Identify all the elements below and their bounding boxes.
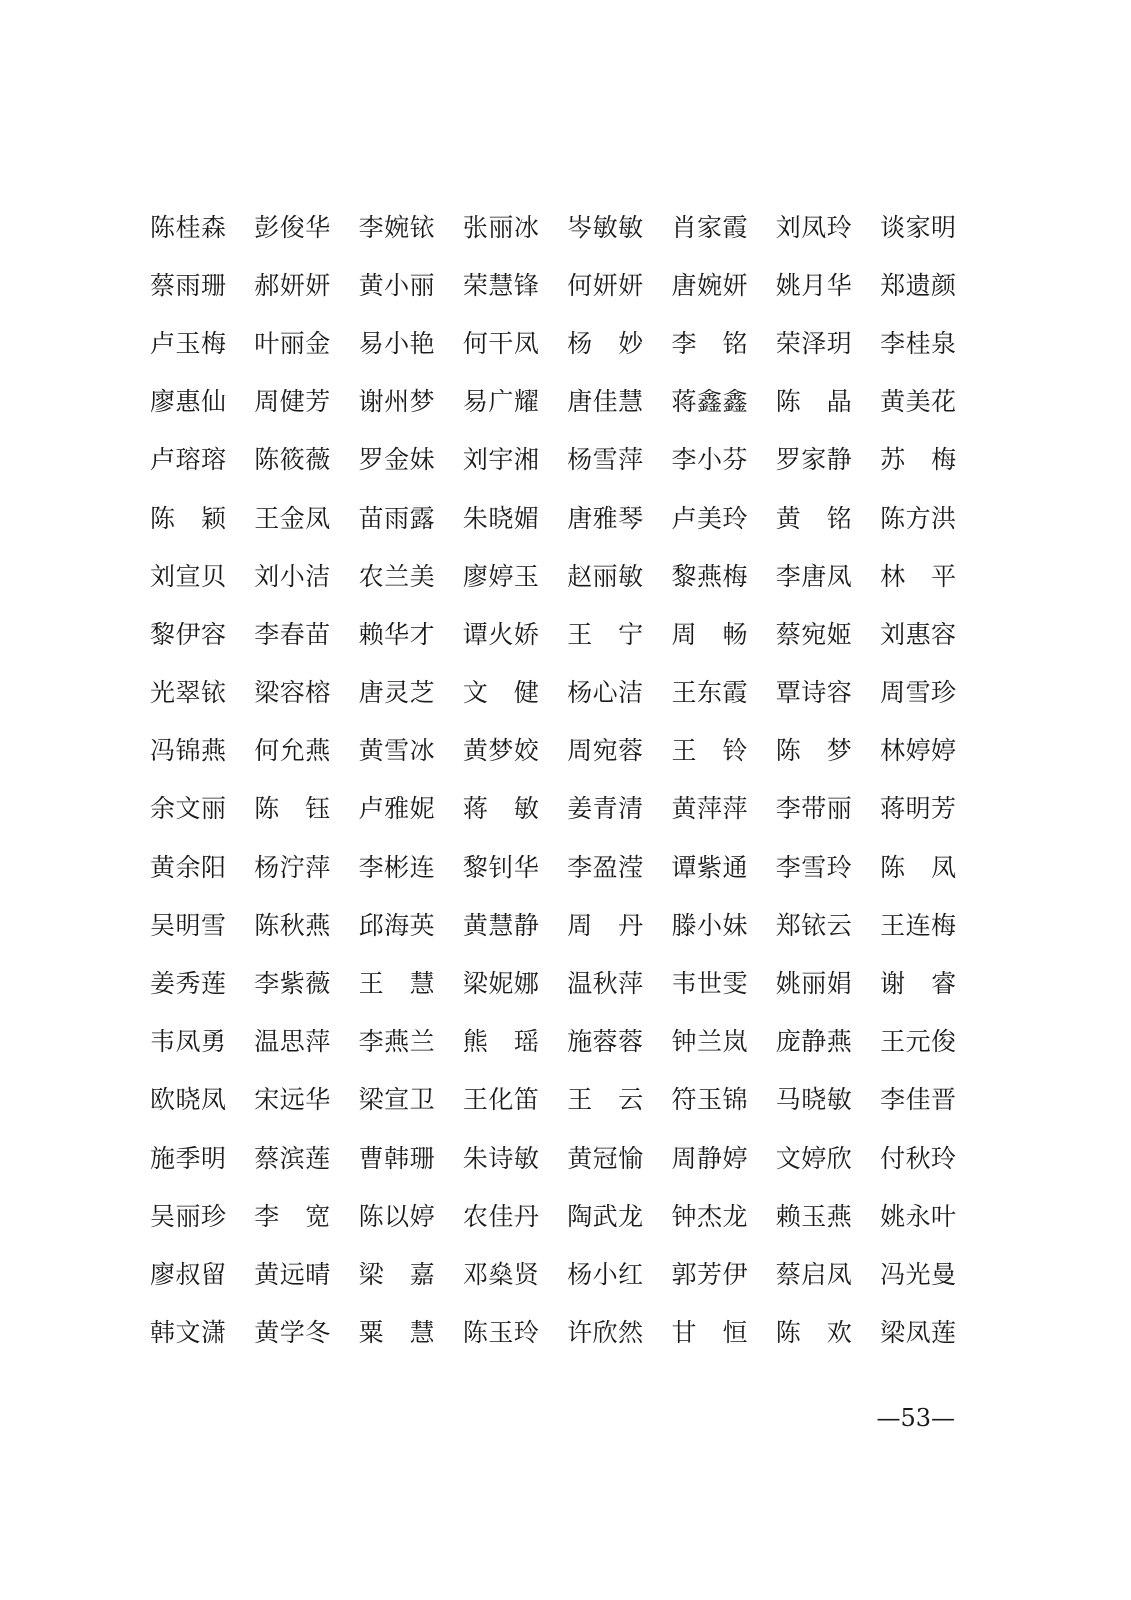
name-row <box>150 838 960 896</box>
name-entry: 唐 雅 琴 <box>567 503 644 533</box>
name-row <box>150 256 960 314</box>
name-entry: 韦 凤 勇 <box>150 1027 226 1057</box>
name-entry: 姜 秀 莲 <box>150 969 226 999</box>
name-entry: 梁 嘉 <box>358 1259 435 1289</box>
name-entry: 郭 芳 伊 <box>671 1259 748 1289</box>
name-entry: 王 铃 <box>671 736 748 766</box>
name-entry: 温 秋 萍 <box>567 969 644 999</box>
name-entry: 黎 伊 容 <box>150 619 226 649</box>
name-entry: 廖 叔 留 <box>150 1259 226 1289</box>
name-entry: 李 紫 薇 <box>254 969 331 999</box>
name-entry: 李 燕 兰 <box>358 1027 435 1057</box>
name-entry: 李 宽 <box>254 1201 331 1231</box>
name-entry: 宋 远 华 <box>254 1085 331 1115</box>
name-entry: 李 雪 玲 <box>775 852 852 882</box>
name-entry: 黄 梦 姣 <box>462 736 539 766</box>
name-entry: 王 化 笛 <box>462 1085 539 1115</box>
name-entry: 付 秋 玲 <box>880 1143 957 1173</box>
name-entry: 林 平 <box>880 561 957 591</box>
name-entry: 文 婷 欣 <box>775 1143 852 1173</box>
name-entry: 黄 余 阳 <box>150 852 226 882</box>
name-row <box>150 547 960 605</box>
name-entry: 蔡 启 凤 <box>775 1259 852 1289</box>
name-entry: 王 连 梅 <box>880 910 957 940</box>
name-entry: 黄 小 丽 <box>358 270 435 300</box>
name-entry: 廖 惠 仙 <box>150 387 226 417</box>
name-entry: 唐 佳 慧 <box>567 387 644 417</box>
name-entry: 黎 钊 华 <box>462 852 539 882</box>
name-row <box>150 896 960 954</box>
name-entry: 冯 锦 燕 <box>150 736 226 766</box>
name-entry: 谭 紫 通 <box>671 852 748 882</box>
name-entry: 王 元 俊 <box>880 1027 957 1057</box>
name-entry: 马 晓 敏 <box>775 1085 852 1115</box>
name-row <box>150 373 960 431</box>
name-entry: 黄 铭 <box>775 503 852 533</box>
name-row <box>150 1245 960 1303</box>
name-entry: 周 宛 蓉 <box>567 736 644 766</box>
name-row <box>150 314 960 372</box>
name-entry: 卢 雅 妮 <box>358 794 435 824</box>
name-entry: 李 婉 铱 <box>358 212 435 242</box>
name-entry: 苗 雨 露 <box>358 503 435 533</box>
name-entry: 唐 婉 妍 <box>671 270 748 300</box>
name-entry: 黄 萍 萍 <box>671 794 748 824</box>
name-entry: 杨 雪 萍 <box>567 445 644 475</box>
name-entry: 吴 丽 珍 <box>150 1201 226 1231</box>
name-row <box>150 198 960 256</box>
name-entry: 李 唐 凤 <box>775 561 852 591</box>
name-entry: 韦 世 雯 <box>671 969 748 999</box>
name-entry: 李 佳 晋 <box>880 1085 957 1115</box>
name-entry: 陈 凤 <box>880 852 957 882</box>
name-entry: 肖 家 霞 <box>671 212 748 242</box>
name-entry: 卢 瑢 瑢 <box>150 445 226 475</box>
name-entry: 荣 泽 玥 <box>775 328 852 358</box>
name-entry: 罗 家 静 <box>775 445 852 475</box>
name-entry: 许 欣 然 <box>567 1318 644 1348</box>
name-entry: 蔡 雨 珊 <box>150 270 226 300</box>
name-entry: 陈 桂 森 <box>150 212 226 242</box>
name-entry: 王 东 霞 <box>671 678 748 708</box>
name-row <box>150 722 960 780</box>
name-entry: 李 小 芬 <box>671 445 748 475</box>
name-entry: 谢 睿 <box>880 969 957 999</box>
name-entry: 谢 州 梦 <box>358 387 435 417</box>
name-entry: 冯 光 曼 <box>880 1259 957 1289</box>
name-entry: 钟 兰 岚 <box>671 1027 748 1057</box>
name-entry: 钟 杰 龙 <box>671 1201 748 1231</box>
name-entry: 黄 雪 冰 <box>358 736 435 766</box>
name-entry: 卢 美 玲 <box>671 503 748 533</box>
name-entry: 庞 静 燕 <box>775 1027 852 1057</box>
name-row <box>150 605 960 663</box>
name-row <box>150 664 960 722</box>
name-entry: 陈 筱 薇 <box>254 445 331 475</box>
name-entry: 陈 晶 <box>775 387 852 417</box>
name-entry: 陶 武 龙 <box>567 1201 644 1231</box>
name-entry: 梁 凤 莲 <box>880 1318 957 1348</box>
name-entry: 李 春 苗 <box>254 619 331 649</box>
name-row <box>150 954 960 1012</box>
name-entry: 梁 妮 娜 <box>462 969 539 999</box>
name-entry: 蔡 滨 莲 <box>254 1143 331 1173</box>
name-entry: 蒋 鑫 鑫 <box>671 387 748 417</box>
name-entry: 陈 梦 <box>775 736 852 766</box>
name-entry: 刘 宇 湘 <box>462 445 539 475</box>
name-entry: 曹 韩 珊 <box>358 1143 435 1173</box>
name-entry: 易 广 耀 <box>462 387 539 417</box>
name-row <box>150 780 960 838</box>
name-entry: 光 翠 铱 <box>150 678 226 708</box>
name-entry: 易 小 艳 <box>358 328 435 358</box>
name-entry: 王 宁 <box>567 619 644 649</box>
name-entry: 谈 家 明 <box>880 212 957 242</box>
name-entry: 刘 小 洁 <box>254 561 331 591</box>
name-entry: 甘 恒 <box>671 1318 748 1348</box>
name-entry: 农 佳 丹 <box>462 1201 539 1231</box>
name-row <box>150 1071 960 1129</box>
name-entry: 王 慧 <box>358 969 435 999</box>
name-entry: 苏 梅 <box>880 445 957 475</box>
name-entry: 刘 凤 玲 <box>775 212 852 242</box>
name-entry: 熊 瑶 <box>462 1027 539 1057</box>
name-entry: 卢 玉 梅 <box>150 328 226 358</box>
name-entry: 吴 明 雪 <box>150 910 226 940</box>
name-entry: 周 畅 <box>671 619 748 649</box>
name-entry: 余 文 丽 <box>150 794 226 824</box>
name-entry: 李 盈 滢 <box>567 852 644 882</box>
name-entry: 郑 遗 颜 <box>880 270 957 300</box>
name-entry: 文 健 <box>462 678 539 708</box>
name-entry: 农 兰 美 <box>358 561 435 591</box>
name-entry: 杨 妙 <box>567 328 644 358</box>
name-entry: 施 蓉 蓉 <box>567 1027 644 1057</box>
name-row <box>150 1013 960 1071</box>
name-row <box>150 1187 960 1245</box>
name-entry: 陈 秋 燕 <box>254 910 331 940</box>
name-row <box>150 489 960 547</box>
name-entry: 杨 小 红 <box>567 1259 644 1289</box>
name-entry: 温 思 萍 <box>254 1027 331 1057</box>
name-entry: 蔡 宛 姬 <box>775 619 852 649</box>
name-entry: 杨 心 洁 <box>567 678 644 708</box>
name-entry: 陈 玉 玲 <box>462 1318 539 1348</box>
name-entry: 周 丹 <box>567 910 644 940</box>
name-entry: 罗 金 妹 <box>358 445 435 475</box>
name-entry: 陈 欢 <box>775 1318 852 1348</box>
name-entry: 周 健 芳 <box>254 387 331 417</box>
name-entry: 韩 文 潇 <box>150 1318 226 1348</box>
name-entry: 彭 俊 华 <box>254 212 331 242</box>
name-entry: 梁 容 榕 <box>254 678 331 708</box>
page-number: —53— <box>876 1404 955 1432</box>
name-row <box>150 431 960 489</box>
name-entry: 岑 敏 敏 <box>567 212 644 242</box>
name-entry: 何 允 燕 <box>254 736 331 766</box>
name-entry: 邓 燊 贤 <box>462 1259 539 1289</box>
name-entry: 王 金 凤 <box>254 503 331 533</box>
name-entry: 蒋 敏 <box>462 794 539 824</box>
name-entry: 何 干 凤 <box>462 328 539 358</box>
name-entry: 刘 宣 贝 <box>150 561 226 591</box>
name-entry: 滕 小 妹 <box>671 910 748 940</box>
name-entry: 黄 美 花 <box>880 387 957 417</box>
name-entry: 唐 灵 芝 <box>358 678 435 708</box>
name-entry: 刘 惠 容 <box>880 619 957 649</box>
name-entry: 陈 颖 <box>150 503 226 533</box>
name-entry: 陈 方 洪 <box>880 503 957 533</box>
name-entry: 谭 火 娇 <box>462 619 539 649</box>
name-entry: 黎 燕 梅 <box>671 561 748 591</box>
name-entry: 何 妍 妍 <box>567 270 644 300</box>
name-entry: 叶 丽 金 <box>254 328 331 358</box>
name-entry: 杨 泞 萍 <box>254 852 331 882</box>
name-entry: 张 丽 冰 <box>462 212 539 242</box>
name-entry: 符 玉 锦 <box>671 1085 748 1115</box>
name-entry: 黄 冠 愉 <box>567 1143 644 1173</box>
name-entry: 黄 学 冬 <box>254 1318 331 1348</box>
name-entry: 梁 宣 卫 <box>358 1085 435 1115</box>
name-entry: 李 带 丽 <box>775 794 852 824</box>
name-entry: 郝 妍 妍 <box>254 270 331 300</box>
name-entry: 蒋 明 芳 <box>880 794 957 824</box>
name-entry: 朱 诗 敏 <box>462 1143 539 1173</box>
names-grid <box>150 198 960 1362</box>
name-entry: 陈 钰 <box>254 794 331 824</box>
name-entry: 李 铭 <box>671 328 748 358</box>
name-row <box>150 1304 960 1362</box>
name-entry: 赖 华 才 <box>358 619 435 649</box>
name-entry: 郑 铱 云 <box>775 910 852 940</box>
name-entry: 赵 丽 敏 <box>567 561 644 591</box>
name-entry: 粟 慧 <box>358 1318 435 1348</box>
name-entry: 姚 月 华 <box>775 270 852 300</box>
name-entry: 周 雪 珍 <box>880 678 957 708</box>
name-entry: 荣 慧 锋 <box>462 270 539 300</box>
name-entry: 林 婷 婷 <box>880 736 957 766</box>
name-entry: 陈 以 婷 <box>358 1201 435 1231</box>
name-entry: 姜 青 清 <box>567 794 644 824</box>
name-entry: 欧 晓 凤 <box>150 1085 226 1115</box>
name-entry: 姚 永 叶 <box>880 1201 957 1231</box>
name-entry: 廖 婷 玉 <box>462 561 539 591</box>
name-entry: 李 桂 泉 <box>880 328 957 358</box>
name-entry: 覃 诗 容 <box>775 678 852 708</box>
name-entry: 姚 丽 娟 <box>775 969 852 999</box>
name-entry: 周 静 婷 <box>671 1143 748 1173</box>
name-entry: 黄 远 晴 <box>254 1259 331 1289</box>
name-entry: 施 季 明 <box>150 1143 226 1173</box>
name-entry: 邱 海 英 <box>358 910 435 940</box>
name-entry: 赖 玉 燕 <box>775 1201 852 1231</box>
name-entry: 李 彬 连 <box>358 852 435 882</box>
name-row <box>150 1129 960 1187</box>
name-entry: 王 云 <box>567 1085 644 1115</box>
name-entry: 朱 晓 媚 <box>462 503 539 533</box>
name-entry: 黄 慧 静 <box>462 910 539 940</box>
